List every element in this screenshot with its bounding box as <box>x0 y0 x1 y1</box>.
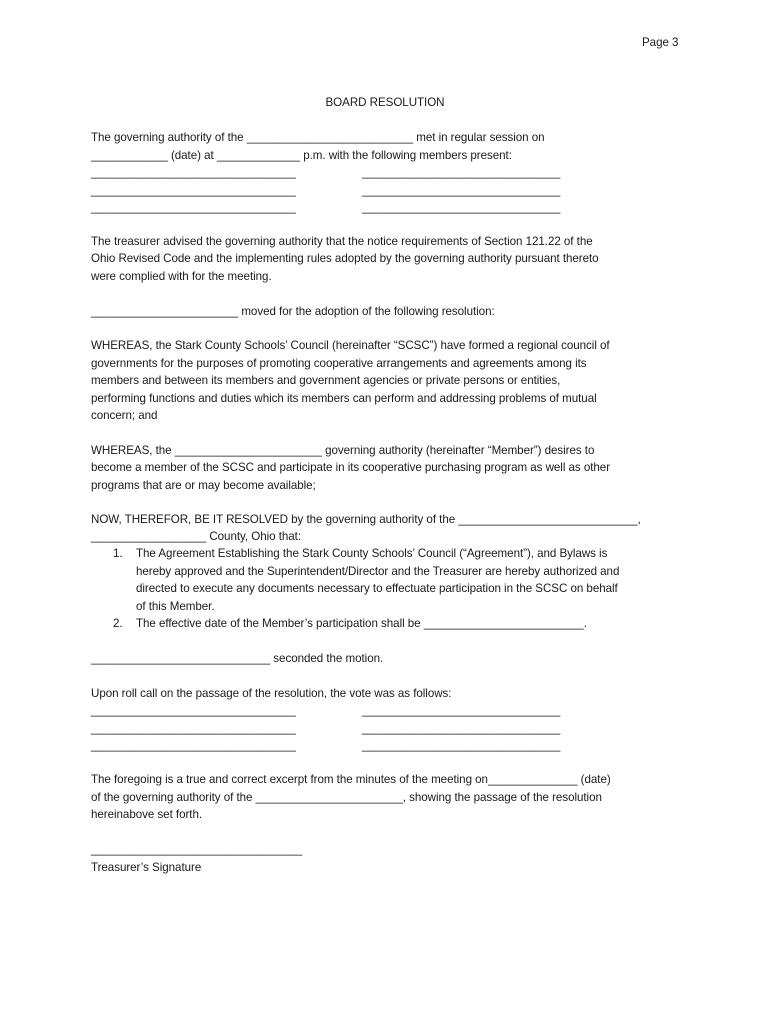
member-blank-left-3: ________________________________ <box>91 201 296 214</box>
motion-line: _______________________ moved for the adoption of the following resolution: <box>91 305 495 318</box>
vote-blank-left-2: ________________________________ <box>91 722 296 735</box>
whereas-2-line-1: WHEREAS, the _______________________ governing authority (hereinafter “Member”) desires to <box>91 444 595 457</box>
member-blank-left-1: ________________________________ <box>91 166 296 179</box>
intro-line-2: ____________ (date) at _____________ p.m. with the following members present: <box>91 149 512 162</box>
resolved-item-1-line-1: The Agreement Establishing the Stark County Schools’ Council (“Agreement”), and Bylaws is <box>136 547 608 560</box>
resolved-item-1-line-2: hereby approved and the Superintendent/Director and the Treasurer are hereby authorized and <box>136 565 620 578</box>
signature-label: Treasurer’s Signature <box>91 861 202 874</box>
whereas-1-line-5: concern; and <box>91 409 158 422</box>
whereas-2-line-3: programs that are or may become available; <box>91 479 316 492</box>
resolved-line-2: __________________ County, Ohio that: <box>91 530 302 543</box>
document-title: BOARD RESOLUTION <box>325 96 445 109</box>
resolved-item-1-line-4: of this Member. <box>136 600 215 613</box>
whereas-1-line-4: performing functions and duties which its members can perform and addressing problems of mutual <box>91 392 597 405</box>
certification-line-2: of the governing authority of the _______________________, showing the passage of the resolution <box>91 791 602 804</box>
member-blank-right-2: _______________________________ <box>362 184 561 197</box>
signature-line: _________________________________ <box>91 843 303 856</box>
member-blank-right-3: _______________________________ <box>362 201 561 214</box>
vote-blank-right-1: _______________________________ <box>362 704 561 717</box>
certification-line-3: hereinabove set forth. <box>91 808 203 821</box>
resolved-item-1-number: 1. <box>113 547 123 560</box>
treasurer-notice-line-3: were complied with for the meeting. <box>91 270 272 283</box>
vote-blank-left-1: ________________________________ <box>91 704 296 717</box>
whereas-2-line-2: become a member of the SCSC and participate in its cooperative purchasing program as well as other <box>91 461 611 474</box>
member-blank-left-2: ________________________________ <box>91 184 296 197</box>
intro-line-1: The governing authority of the __________________________ met in regular session on <box>91 131 545 144</box>
treasurer-notice-line-2: Ohio Revised Code and the implementing rules adopted by the governing authority pursuant thereto <box>91 252 599 265</box>
roll-call-line: Upon roll call on the passage of the resolution, the vote was as follows: <box>91 687 452 700</box>
member-blank-right-1: _______________________________ <box>362 166 561 179</box>
whereas-1-line-3: members and between its members and government agencies or private persons or entities, <box>91 374 561 387</box>
page-number: Page 3 <box>642 36 679 49</box>
seconded-line: ____________________________ seconded the motion. <box>91 652 384 665</box>
whereas-1-line-2: governments for the purposes of promoting cooperative arrangements and agreements among its <box>91 357 587 370</box>
vote-blank-right-3: _______________________________ <box>362 739 561 752</box>
vote-blank-left-3: ________________________________ <box>91 739 296 752</box>
resolved-item-1-line-3: directed to execute any documents necessary to effectuate participation in the SCSC on behalf <box>136 582 618 595</box>
vote-blank-right-2: _______________________________ <box>362 722 561 735</box>
certification-line-1: The foregoing is a true and correct excerpt from the minutes of the meeting on______________ (date) <box>91 773 611 786</box>
resolved-line-1: NOW, THEREFOR, BE IT RESOLVED by the governing authority of the ____________________________, <box>91 513 641 526</box>
resolved-item-2-line-1: The effective date of the Member’s participation shall be _________________________. <box>136 617 587 630</box>
treasurer-notice-line-1: The treasurer advised the governing authority that the notice requirements of Section 121.22 of the <box>91 235 593 248</box>
resolved-item-2-number: 2. <box>113 617 123 630</box>
whereas-1-line-1: WHEREAS, the Stark County Schools’ Council (hereinafter “SCSC”) have formed a regional council of <box>91 339 610 352</box>
